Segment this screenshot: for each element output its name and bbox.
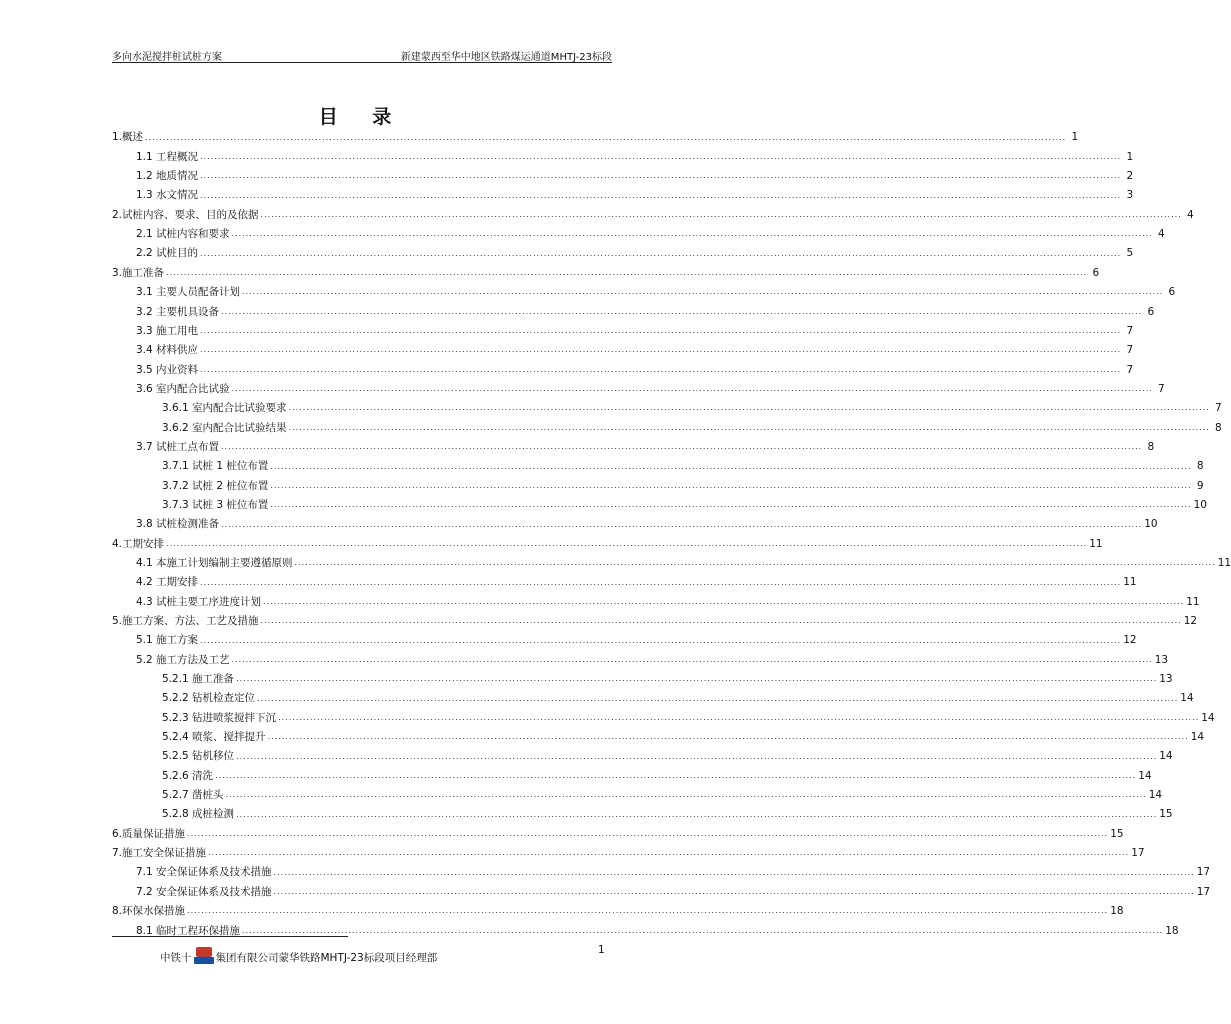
toc-entry-page: 13 (1154, 653, 1169, 666)
toc-leader-dots: .................................................................................................................................................................................................................................................................... (231, 384, 1153, 394)
toc-leader-dots: .................................................................................................................................................................................................................................................................... (187, 829, 1109, 839)
toc-leader-dots: .................................................................................................................................................................................................................................................................... (263, 596, 1185, 606)
toc-leader-dots: .................................................................................................................................................................................................................................................................... (166, 538, 1088, 548)
toc-leader-dots: .................................................................................................................................................................................................................................................................... (221, 519, 1143, 529)
toc-entry-page: 6 (1168, 286, 1176, 299)
footnote-rule (112, 936, 348, 937)
company-logo-icon (193, 946, 215, 968)
logo-bottom-shape (194, 957, 214, 964)
toc-entry[interactable] (112, 786, 1163, 805)
toc-entry-page: 8 (1196, 460, 1204, 473)
toc-entry-page: 9 (1196, 479, 1204, 492)
toc-entry[interactable] (112, 882, 1211, 901)
toc-entry-text: 3.3 施工用电 (136, 324, 199, 337)
toc-entry[interactable] (112, 766, 1152, 785)
toc-entry-page: 18 (1165, 924, 1179, 937)
toc-entry-text: 3.6 室内配合比试验 (136, 382, 230, 395)
page-number: 1 (598, 944, 605, 956)
toc-entry[interactable] (112, 496, 1207, 515)
toc-entry[interactable] (112, 128, 1079, 147)
toc-entry-page: 4 (1187, 208, 1194, 221)
toc-entry-text: 3.4 材料供应 (136, 344, 199, 357)
toc-entry-text: 5.2.5 钻机移位 (162, 750, 235, 763)
toc-entry-page: 10 (1193, 498, 1207, 511)
toc-entry[interactable] (112, 689, 1194, 708)
toc-entry-page: 7 (1126, 324, 1134, 337)
toc-entry-page: 11 (1123, 576, 1137, 589)
toc-entry[interactable] (112, 592, 1200, 611)
toc-entry-text: 5.2.1 施工准备 (162, 673, 235, 686)
toc-entry[interactable] (112, 399, 1222, 418)
toc-leader-dots: .................................................................................................................................................................................................................................................................... (257, 693, 1179, 703)
toc-leader-dots: .................................................................................................................................................................................................................................................................... (200, 345, 1122, 355)
toc-entry[interactable] (112, 379, 1165, 398)
toc-entry-text: 7.1 安全保证体系及技术措施 (136, 866, 272, 879)
footer-text-start: 中铁十 (160, 951, 192, 964)
header-right-title: 新建蒙西至华中地区铁路煤运通道MHTJ-23标段 (400, 52, 612, 63)
toc-leader-dots: .................................................................................................................................................................................................................................................................... (221, 306, 1143, 316)
toc-leader-dots: .................................................................................................................................................................................................................................................................... (200, 364, 1122, 374)
toc-entry-text: 5.2 施工方法及工艺 (136, 653, 230, 666)
toc-entry-text: 8.1 临时工程环保措施 (136, 924, 241, 937)
toc-entry-text: 3.7.1 试桩 1 桩位布置 (162, 460, 269, 473)
toc-leader-dots: .................................................................................................................................................................................................................................................................... (273, 867, 1195, 877)
toc-entry[interactable] (112, 805, 1173, 824)
toc-entry-page: 14 (1201, 711, 1215, 724)
toc-entry-page: 13 (1159, 673, 1173, 686)
toc-leader-dots: .................................................................................................................................................................................................................................................................... (270, 480, 1192, 490)
toc-entry[interactable] (112, 650, 1169, 669)
toc-entry-text: 3.5 内业资料 (136, 363, 199, 376)
toc-entry-page: 8 (1147, 440, 1155, 453)
toc-entry-text: 5.2.3 钻进喷浆搅拌下沉 (162, 711, 277, 724)
toc-leader-dots: .................................................................................................................................................................................................................................................................... (294, 558, 1216, 568)
toc-entry-page: 11 (1217, 556, 1231, 569)
toc-entry-text: 1.概述 (112, 131, 144, 144)
toc-leader-dots: .................................................................................................................................................................................................................................................................... (166, 268, 1088, 278)
toc-entry[interactable] (112, 167, 1134, 186)
toc-entry[interactable] (112, 824, 1124, 843)
toc-leader-dots: .................................................................................................................................................................................................................................................................... (221, 442, 1143, 452)
toc-entry-text: 7.施工安全保证措施 (112, 847, 207, 860)
toc-entry[interactable] (112, 631, 1137, 650)
toc-entry[interactable] (112, 844, 1145, 863)
toc-leader-dots: .................................................................................................................................................................................................................................................................... (242, 287, 1164, 297)
toc-entry[interactable] (112, 302, 1155, 321)
toc-entry[interactable] (112, 863, 1211, 882)
toc-entry[interactable] (112, 515, 1158, 534)
toc-leader-dots: .................................................................................................................................................................................................................................................................... (270, 500, 1192, 510)
toc-entry-page: 4 (1158, 228, 1165, 241)
toc-title: 目 录 (318, 106, 406, 128)
toc-entry-page: 12 (1123, 634, 1137, 647)
toc-entry-page: 7 (1126, 344, 1134, 357)
toc-entry[interactable] (112, 457, 1204, 476)
toc-leader-dots: .................................................................................................................................................................................................................................................................... (145, 132, 1067, 142)
header-left-title: 多向水泥搅拌桩试桩方案 (112, 52, 222, 63)
toc-entry-text: 1.2 地质情况 (136, 170, 199, 183)
toc-entry-page: 14 (1148, 789, 1163, 802)
toc-leader-dots: .................................................................................................................................................................................................................................................................... (278, 712, 1200, 722)
toc-leader-dots: .................................................................................................................................................................................................................................................................... (200, 248, 1122, 258)
toc-entry-text: 2.2 试桩目的 (136, 247, 199, 260)
toc-entry-page: 15 (1110, 827, 1124, 840)
toc-entry-page: 10 (1144, 518, 1158, 531)
toc-entry-text: 2.试桩内容、要求、目的及依据 (112, 208, 259, 221)
toc-entry-text: 4.2 工期安排 (136, 576, 199, 589)
toc-entry-text: 5.2.4 喷浆、搅拌提升 (162, 731, 266, 744)
toc-entry[interactable] (112, 244, 1134, 263)
toc-entry-text: 5.施工方案、方法、工艺及措施 (112, 615, 259, 628)
toc-entry-text: 4.3 试桩主要工序进度计划 (136, 595, 262, 608)
toc-leader-dots: .................................................................................................................................................................................................................................................................... (200, 577, 1122, 587)
toc-entry[interactable] (112, 186, 1134, 205)
toc-leader-dots: .................................................................................................................................................................................................................................................................... (236, 751, 1158, 761)
toc-entry-page: 12 (1183, 615, 1198, 628)
toc-entry-page: 6 (1092, 266, 1100, 279)
toc-entry-text: 8.环保水保措施 (112, 905, 186, 918)
toc-entry-text: 5.2.2 钻机检查定位 (162, 692, 256, 705)
toc-entry[interactable] (112, 554, 1231, 573)
toc-entry-page: 17 (1196, 885, 1211, 898)
toc-entry-page: 1 (1126, 150, 1134, 163)
toc-entry[interactable] (112, 321, 1134, 340)
toc-entry-text: 3.2 主要机具设备 (136, 305, 220, 318)
toc-leader-dots: .................................................................................................................................................................................................................................................................... (231, 229, 1153, 239)
toc-entry[interactable] (112, 476, 1204, 495)
toc-leader-dots: .................................................................................................................................................................................................................................................................... (200, 326, 1122, 336)
toc-entry[interactable] (112, 418, 1222, 437)
toc-entry-page: 17 (1196, 866, 1211, 879)
toc-leader-dots: .................................................................................................................................................................................................................................................................... (260, 616, 1182, 626)
toc-entry-text: 5.2.7 凿桩头 (162, 789, 224, 802)
toc-entry-page: 7 (1215, 402, 1222, 415)
toc-entry-page: 3 (1126, 189, 1134, 202)
toc-leader-dots: .................................................................................................................................................................................................................................................................... (260, 210, 1182, 220)
toc-entry-page: 2 (1126, 170, 1134, 183)
toc-entry-page: 11 (1089, 537, 1103, 550)
toc-leader-dots: .................................................................................................................................................................................................................................................................... (208, 848, 1130, 858)
toc-leader-dots: .................................................................................................................................................................................................................................................................... (215, 771, 1137, 781)
toc-entry-text: 3.7.3 试桩 3 桩位布置 (162, 498, 269, 511)
toc-entry-page: 15 (1159, 808, 1173, 821)
toc-entry-text: 3.6.1 室内配合比试验要求 (162, 402, 287, 415)
footer-text-end: 集团有限公司蒙华铁路MHTJ-23标段项目经理部 (215, 951, 438, 964)
toc-entry-text: 5.1 施工方案 (136, 634, 199, 647)
toc-entry-text: 2.1 试桩内容和要求 (136, 228, 230, 241)
toc-entry[interactable] (112, 360, 1134, 379)
toc-entry[interactable] (112, 438, 1155, 457)
page-footer (160, 946, 437, 968)
toc-entry[interactable] (112, 670, 1173, 689)
toc-entry-page: 18 (1110, 905, 1124, 918)
toc-entry[interactable] (112, 902, 1124, 921)
toc-entry-page: 5 (1126, 247, 1134, 260)
toc-leader-dots: .................................................................................................................................................................................................................................................................... (200, 635, 1122, 645)
toc-leader-dots: .................................................................................................................................................................................................................................................................... (200, 190, 1122, 200)
toc-entry[interactable] (112, 728, 1205, 747)
toc-entry-page: 7 (1126, 363, 1134, 376)
toc-entry-page: 14 (1138, 769, 1152, 782)
toc-entry-text: 1.1 工程概况 (136, 150, 199, 163)
toc-entry-page: 14 (1190, 731, 1205, 744)
table-of-contents (112, 128, 1231, 940)
toc-entry-text: 3.7 试桩工点布置 (136, 440, 220, 453)
toc-entry-page: 11 (1186, 595, 1200, 608)
toc-entry-page: 6 (1147, 305, 1155, 318)
toc-leader-dots: .................................................................................................................................................................................................................................................................... (267, 732, 1189, 742)
toc-entry-text: 5.2.8 成桩检测 (162, 808, 235, 821)
toc-entry-text: 6.质量保证措施 (112, 827, 186, 840)
toc-leader-dots: .................................................................................................................................................................................................................................................................... (288, 422, 1210, 432)
toc-entry-text: 7.2 安全保证体系及技术措施 (136, 885, 272, 898)
toc-entry[interactable] (112, 921, 1179, 940)
toc-leader-dots: .................................................................................................................................................................................................................................................................... (270, 461, 1192, 471)
toc-entry[interactable] (112, 573, 1137, 592)
toc-entry-text: 1.3 水文情况 (136, 189, 199, 202)
toc-leader-dots: .................................................................................................................................................................................................................................................................... (225, 790, 1147, 800)
toc-leader-dots: .................................................................................................................................................................................................................................................................... (236, 809, 1158, 819)
toc-entry[interactable] (112, 747, 1173, 766)
toc-entry-text: 3.7.2 试桩 2 桩位布置 (162, 479, 269, 492)
toc-entry[interactable] (112, 147, 1134, 166)
toc-entry[interactable] (112, 283, 1176, 302)
toc-leader-dots: .................................................................................................................................................................................................................................................................... (236, 674, 1158, 684)
page-header (112, 44, 612, 62)
toc-entry[interactable] (112, 263, 1100, 282)
toc-entry[interactable] (112, 341, 1134, 360)
toc-entry[interactable] (112, 612, 1198, 631)
toc-leader-dots: .................................................................................................................................................................................................................................................................... (200, 171, 1122, 181)
toc-leader-dots: .................................................................................................................................................................................................................................................................... (288, 403, 1210, 413)
toc-leader-dots: .................................................................................................................................................................................................................................................................... (242, 925, 1164, 935)
toc-entry-text: 4.1 本施工计划编制主要遵循原则 (136, 556, 293, 569)
toc-entry-text: 3.施工准备 (112, 266, 165, 279)
toc-leader-dots: .................................................................................................................................................................................................................................................................... (200, 152, 1122, 162)
toc-entry-text: 3.1 主要人员配备计划 (136, 286, 241, 299)
toc-entry[interactable] (112, 534, 1103, 553)
toc-leader-dots: .................................................................................................................................................................................................................................................................... (187, 906, 1109, 916)
toc-entry[interactable] (112, 205, 1194, 224)
toc-entry-page: 14 (1180, 692, 1194, 705)
header-rule (112, 62, 612, 63)
toc-entry[interactable] (112, 225, 1165, 244)
toc-entry-page: 14 (1159, 750, 1173, 763)
toc-entry[interactable] (112, 708, 1215, 727)
toc-entry-text: 5.2.6 清洗 (162, 769, 214, 782)
toc-entry-text: 3.6.2 室内配合比试验结果 (162, 421, 287, 434)
toc-entry-text: 3.8 试桩检测准备 (136, 518, 220, 531)
toc-leader-dots: .................................................................................................................................................................................................................................................................... (273, 887, 1195, 897)
toc-entry-text: 4.工期安排 (112, 537, 165, 550)
toc-leader-dots: .................................................................................................................................................................................................................................................................... (231, 654, 1153, 664)
toc-entry-page: 17 (1131, 847, 1145, 860)
toc-entry-page: 1 (1071, 131, 1079, 144)
logo-top-shape (196, 947, 212, 957)
toc-entry-page: 8 (1215, 421, 1222, 434)
toc-entry-page: 7 (1158, 382, 1165, 395)
